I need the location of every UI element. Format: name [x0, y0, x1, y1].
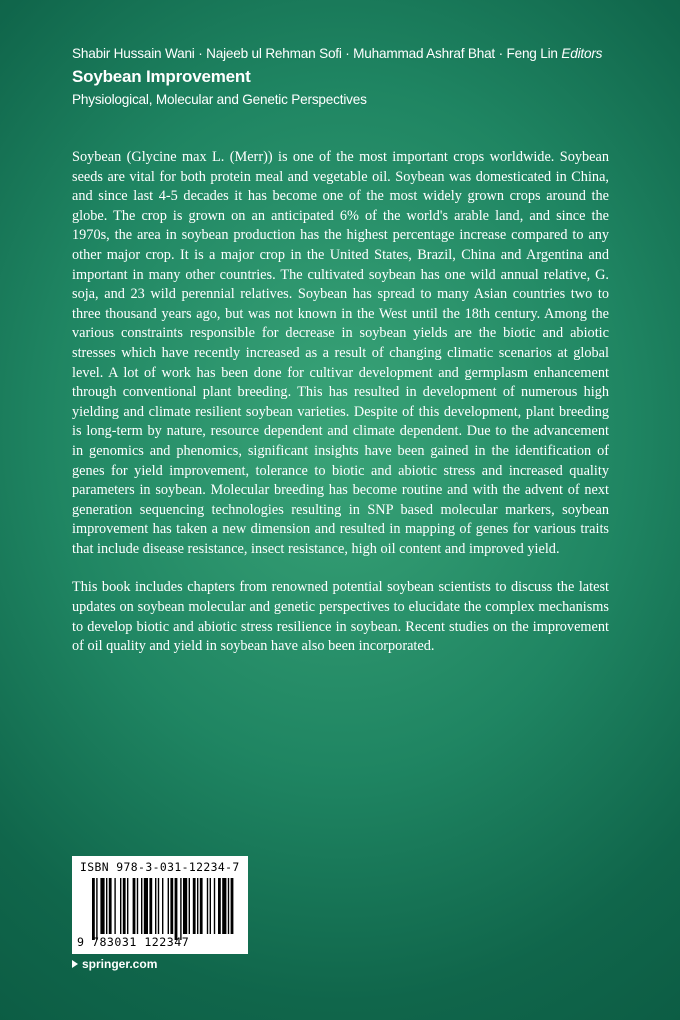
barcode-bar [92, 878, 95, 940]
barcode-bar [214, 878, 215, 934]
publisher-url: springer.com [82, 957, 158, 971]
book-subtitle: Physiological, Molecular and Genetic Perspectives [72, 92, 367, 107]
barcode-bar [123, 878, 126, 934]
barcode-bar [158, 878, 159, 934]
barcode-digits: 9 783031 122347 [77, 935, 190, 949]
book-title: Soybean Improvement [72, 67, 251, 86]
barcode-bar [114, 878, 115, 934]
barcode-bar [189, 878, 190, 934]
isbn-label: ISBN 978-3-031-12234-7 [80, 860, 240, 874]
barcode-bar [96, 878, 97, 940]
isbn-barcode [72, 856, 248, 954]
barcode-bar [200, 878, 203, 934]
barcode-bar [168, 878, 169, 934]
barcode-bar [109, 878, 112, 934]
barcode-bar [183, 878, 187, 934]
back-cover-blurb [72, 148, 609, 657]
barcode-bar [170, 878, 173, 934]
barcode-bar [231, 878, 234, 934]
barcode-bar [197, 878, 198, 934]
barcode-bar [162, 878, 163, 934]
barcode-bar [228, 878, 229, 934]
barcode-bar [193, 878, 196, 934]
barcode-bar [175, 878, 178, 940]
barcode-bar [218, 878, 221, 934]
editors-names: Shabir Hussain Wani · Najeeb ul Rehman Sofi · Muhammad Ashraf Bhat · Feng Lin [72, 46, 558, 61]
blurb-paragraph-2: This book includes chapters from renowned potential soybean scientists to discuss the latest updates on soybean molecular and genetic perspectives to elucidate the complex mechanisms to develop biotic and abiotic stress resilience in soybean. Recent studies on the improvement of oil quality and yield in soybean have also been incorporated. [72, 579, 609, 655]
barcode-bar [149, 878, 152, 934]
editors-line [72, 46, 632, 61]
editors-role: Editors [561, 46, 603, 61]
barcode-bar [207, 878, 208, 934]
blurb-paragraph-1: Soybean (Glycine max L. (Merr)) is one of the most important crops worldwide. Soybean seeds are vital for both protein meal and vegetable oil. Soybean was domesticated in China, and since last 4-5 decades it has become one of the most widely grown crops around the globe. The crop is grown on an anticipated 6% of the world's arable land, and since the 1970s, the area in soybean production has the highest percentage increase compared to any other major crop. It is a major crop in the United States, Brazil, China and Argentina and important in many other countries. The cultivated soybean has one wild annual relative, G. soja, and 23 wild perennial relatives. Soybean has spread to many Asian countries two to three thousand years ago, but was not known in the West until the 18th century. Among the various constraints responsible for decrease in soybean yields are the biotic and abiotic stresses which have recently increased as a result of changing climatic scenarios at global level. A lot of work has been done for cultivar development and germplasm enhancement through conventional plant breeding. This has resulted in development of numerous high yielding and climate resilient soybean varieties. Despite of this development, plant breeding is long-term by nature, resource dependent and climate dependent. Due to the advancement in genomics and phenomics, significant insights have been gained in the identification of genes for yield improvement, tolerance to biotic and abiotic stress and increased quality parameters in soybean. Molecular breeding has become routine and with the advent of next generation sequencing technologies resulting in SNP based molecular markers, soybean improvement has taken a new dimension and resulted in mapping of genes for various traits that include disease resistance, insect resistance, high oil content and improved yield. [72, 149, 609, 557]
publisher-link[interactable] [72, 957, 157, 971]
barcode-bar [144, 878, 148, 934]
barcode-bar [222, 878, 226, 934]
barcode-bar [120, 878, 121, 934]
barcode-bar [100, 878, 104, 934]
arrow-right-icon [72, 960, 78, 968]
barcode-bar [137, 878, 138, 934]
barcode-bar [155, 878, 156, 934]
barcode-bar [210, 878, 211, 934]
cover-header [72, 46, 632, 107]
barcode-bar [141, 878, 142, 934]
barcode-bar [127, 878, 128, 934]
barcode-bar [106, 878, 107, 934]
barcode-bar [133, 878, 136, 934]
barcode-bar [180, 878, 181, 940]
